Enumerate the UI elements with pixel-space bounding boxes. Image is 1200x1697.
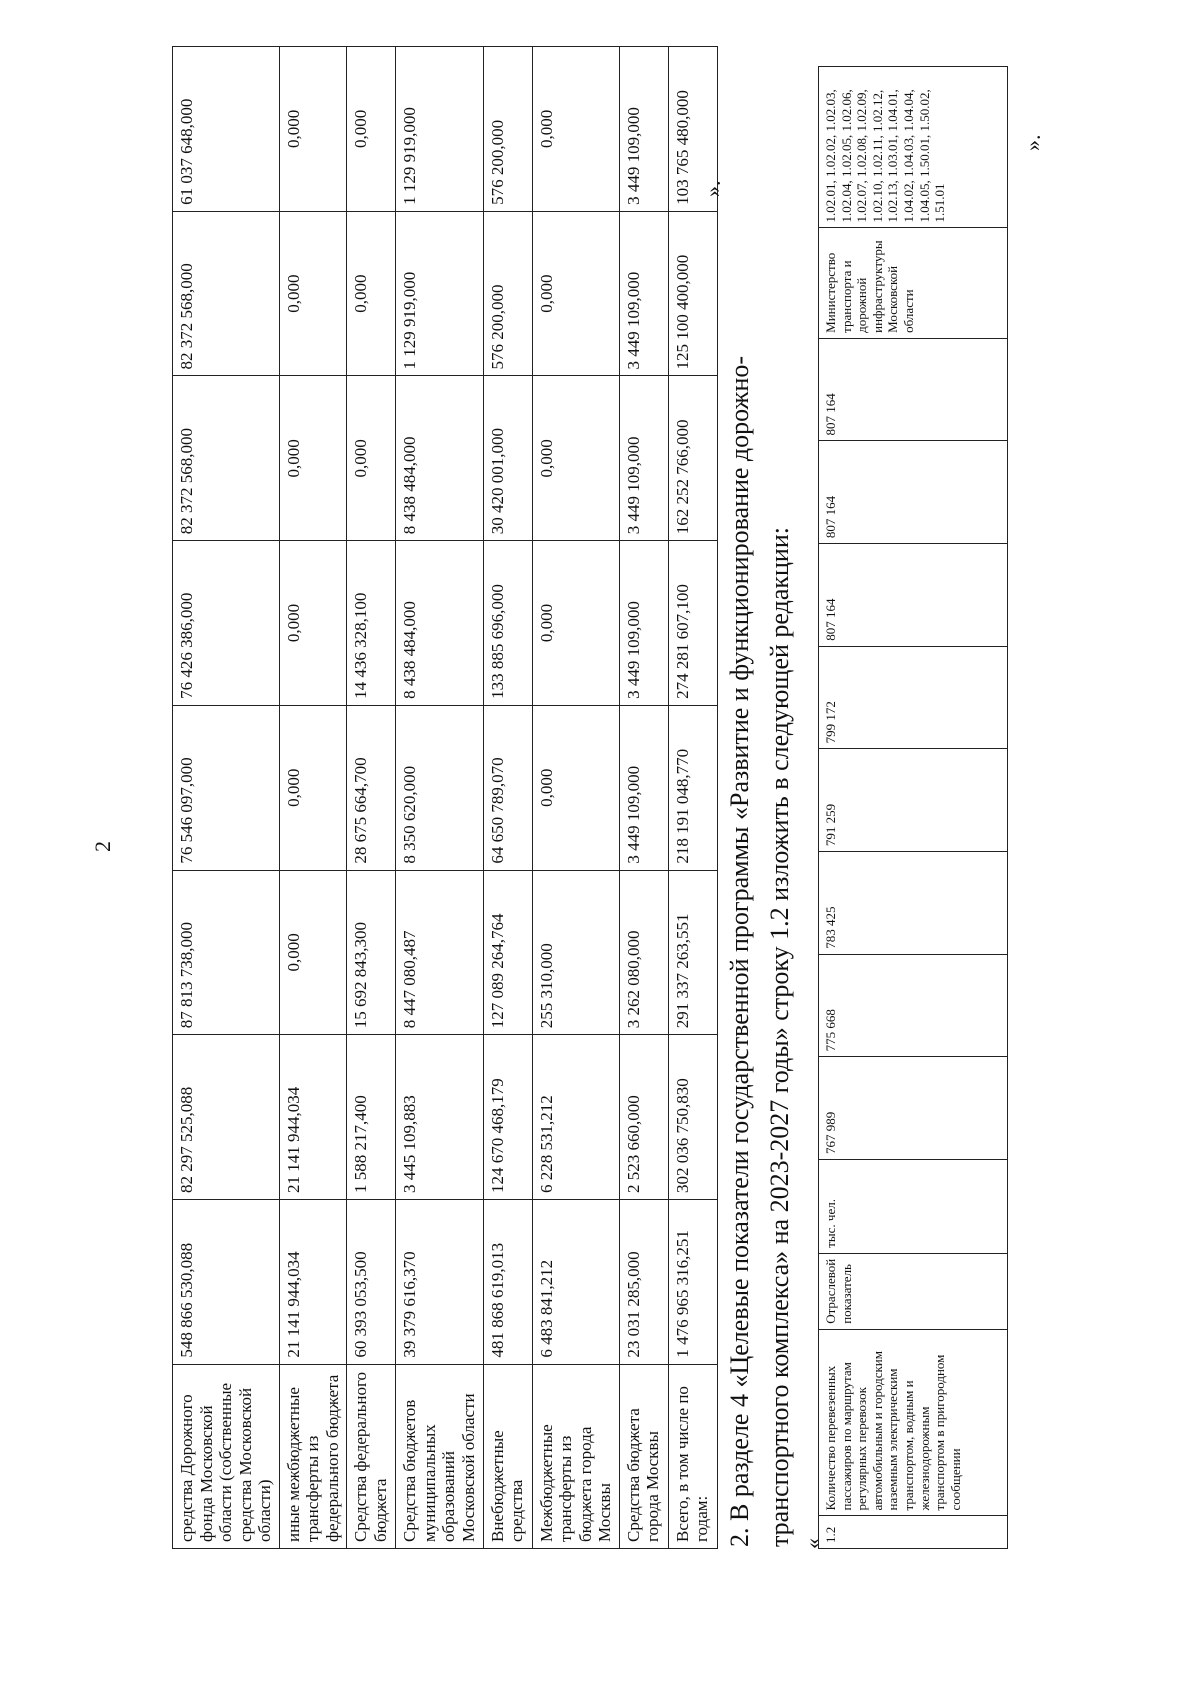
indicator-value: 807 164 [819, 441, 1008, 544]
finance-row [396, 47, 483, 1549]
indicator-name: Количество перевезенных пассажиров по маршрутам регулярных перевозок автомобильным и городским наземным электрическим транспортом, водным и железнодорожным транспортом в пригородном сообщении [819, 1329, 1008, 1516]
funding-amount: 1 588 217,400 [347, 1035, 396, 1200]
funding-source: Всего, в том числе по годам: [668, 1364, 717, 1548]
funding-amount: 1 129 919,000 [396, 211, 483, 376]
funding-amount: 21 141 944,034 [279, 1035, 347, 1200]
indicator-responsible: Министерство транспорта и дорожной инфраструктуры Московской области [819, 228, 1008, 338]
funding-amount: 0,000 [279, 211, 347, 376]
finance-row [619, 47, 668, 1549]
funding-amount: 64 650 789,070 [483, 705, 532, 870]
funding-amount: 76 426 386,000 [173, 541, 280, 706]
funding-source: Средства бюджетов муниципальных образований Московской области [396, 1364, 483, 1548]
funding-amount: 124 670 468,179 [483, 1035, 532, 1200]
funding-amount: 23 031 285,000 [619, 1199, 668, 1364]
funding-amount: 0,000 [347, 47, 396, 212]
funding-amount: 162 252 766,000 [668, 376, 717, 541]
finance-row [532, 47, 619, 1549]
funding-amount: 255 310,000 [532, 870, 619, 1035]
funding-amount: 1 129 919,000 [396, 47, 483, 212]
funding-amount: 8 350 620,000 [396, 705, 483, 870]
funding-amount: 0,000 [347, 211, 396, 376]
funding-amount: 548 866 530,088 [173, 1199, 280, 1364]
finance-row [347, 47, 396, 1549]
funding-amount: 0,000 [532, 376, 619, 541]
indicator-value: 799 172 [819, 646, 1008, 749]
funding-source: Средства бюджета города Москвы [619, 1364, 668, 1548]
funding-amount: 39 379 616,370 [396, 1199, 483, 1364]
indicator-value: 767 989 [819, 1057, 1008, 1160]
finance-row [173, 47, 280, 1549]
indicator-number: 1.2 [819, 1516, 1008, 1549]
funding-amount: 0,000 [347, 376, 396, 541]
funding-amount: 0,000 [532, 705, 619, 870]
funding-amount: 3 445 109,883 [396, 1035, 483, 1200]
funding-amount: 8 438 484,000 [396, 541, 483, 706]
closing-quote: ». [1020, 134, 1045, 151]
indicator-value: 807 164 [819, 544, 1008, 647]
financing-table [172, 46, 718, 1549]
funding-source: Внебюджетные средства [483, 1364, 532, 1548]
funding-amount: 14 436 328,100 [347, 541, 396, 706]
funding-source: средства Дорожного фонда Московской области (собственные средства Московской области) [173, 1364, 280, 1548]
indicator-value: 783 425 [819, 852, 1008, 955]
funding-amount: 481 868 619,013 [483, 1199, 532, 1364]
funding-amount: 2 523 660,000 [619, 1035, 668, 1200]
funding-amount: 8 438 484,000 [396, 376, 483, 541]
funding-amount: 0,000 [279, 376, 347, 541]
funding-amount: 218 191 048,770 [668, 705, 717, 870]
funding-source: иные межбюджетные трансферты из федерального бюджета [279, 1364, 347, 1548]
funding-amount: 3 449 109,000 [619, 705, 668, 870]
funding-amount: 0,000 [532, 211, 619, 376]
opening-quote: « [800, 1538, 825, 1549]
finance-row [668, 47, 717, 1549]
funding-source: Средства федерального бюджета [347, 1364, 396, 1548]
funding-amount: 127 089 264,764 [483, 870, 532, 1035]
funding-amount: 3 449 109,000 [619, 541, 668, 706]
funding-amount: 82 372 568,000 [173, 376, 280, 541]
funding-amount: 6 483 841,212 [532, 1199, 619, 1364]
funding-amount: 15 692 843,300 [347, 870, 396, 1035]
funding-amount: 1 476 965 316,251 [668, 1199, 717, 1364]
funding-amount: 8 447 080,487 [396, 870, 483, 1035]
funding-amount: 76 546 097,000 [173, 705, 280, 870]
funding-amount: 576 200,000 [483, 211, 532, 376]
funding-amount: 3 262 080,000 [619, 870, 668, 1035]
indicator-codes: 1.02.01, 1.02.02, 1.02.03, 1.02.04, 1.02.05, 1.02.06, 1.02.07, 1.02.08, 1.02.09, 1.02.10, 1.02.11, 1.02.12, 1.02.13, 1.03.01, 1.04.01, 1.04.02, 1.04.03, 1.04.04, 1.04.05, 1.50.01, 1.50.02, 1.51.01 [819, 67, 1008, 228]
indicator-value: 775 668 [819, 954, 1008, 1057]
indicator-table [818, 66, 1008, 1549]
indicator-value: 791 259 [819, 749, 1008, 852]
finance-row [279, 47, 347, 1549]
funding-amount: 60 393 053,500 [347, 1199, 396, 1364]
funding-amount: 125 100 400,000 [668, 211, 717, 376]
funding-amount: 291 337 263,551 [668, 870, 717, 1035]
funding-amount: 82 372 568,000 [173, 211, 280, 376]
funding-amount: 0,000 [532, 47, 619, 212]
amendment-paragraph [720, 177, 800, 1547]
page-number: 2 [90, 841, 115, 852]
paragraph-line-2: транспортного комплекса» на 2023-2027 годы» строку 1.2 изложить в следующей редакции: [765, 527, 794, 1547]
funding-amount: 302 036 750,830 [668, 1035, 717, 1200]
funding-amount: 0,000 [279, 870, 347, 1035]
paragraph-line-1: 2. В разделе 4 «Целевые показатели государственной программы «Развитие и функционирование дорожно- [725, 355, 754, 1547]
funding-amount: 0,000 [279, 541, 347, 706]
funding-amount: 133 885 696,000 [483, 541, 532, 706]
funding-amount: 3 449 109,000 [619, 47, 668, 212]
funding-amount: 103 765 480,000 [668, 47, 717, 212]
funding-amount: 30 420 001,000 [483, 376, 532, 541]
funding-amount: 576 200,000 [483, 47, 532, 212]
funding-source: Межбюджетные трансферты из бюджета города Москвы [532, 1364, 619, 1548]
funding-amount: 61 037 648,000 [173, 47, 280, 212]
indicator-type: Отраслевой показатель [819, 1253, 1008, 1329]
funding-amount: 0,000 [279, 705, 347, 870]
indicator-row [819, 67, 1008, 1549]
finance-row [483, 47, 532, 1549]
funding-amount: 3 449 109,000 [619, 211, 668, 376]
funding-amount: 0,000 [279, 47, 347, 212]
funding-amount: 0,000 [532, 541, 619, 706]
indicator-unit: тыс. чел. [819, 1159, 1008, 1253]
funding-amount: 6 228 531,212 [532, 1035, 619, 1200]
funding-amount: 3 449 109,000 [619, 376, 668, 541]
funding-amount: 82 297 525,088 [173, 1035, 280, 1200]
funding-amount: 28 675 664,700 [347, 705, 396, 870]
funding-amount: 21 141 944,034 [279, 1199, 347, 1364]
closing-quote: ». [700, 180, 725, 197]
indicator-value: 807 164 [819, 338, 1008, 441]
funding-amount: 87 813 738,000 [173, 870, 280, 1035]
funding-amount: 274 281 607,100 [668, 541, 717, 706]
